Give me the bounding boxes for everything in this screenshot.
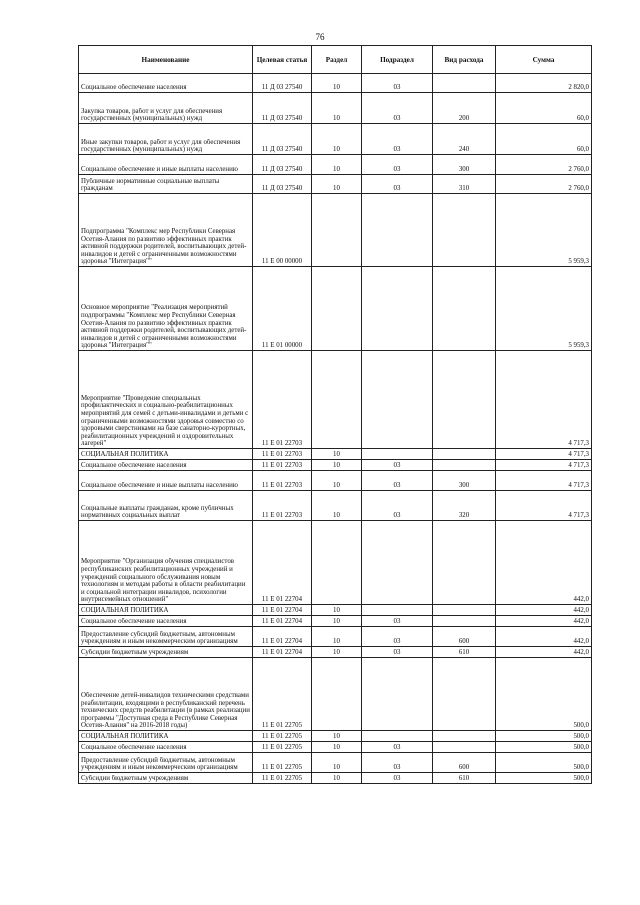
cell-amount: 4 717,3 [496, 471, 592, 491]
cell-code: 11 Д 03 27540 [253, 74, 312, 93]
cell-section [312, 194, 362, 267]
cell-subsection [362, 194, 433, 267]
cell-amount: 442,0 [496, 605, 592, 616]
cell-code: 11 Е 01 22703 [253, 460, 312, 471]
cell-code: 11 Е 01 22703 [253, 471, 312, 491]
cell-code: 11 Е 01 22705 [253, 658, 312, 731]
cell-name [79, 627, 253, 647]
cell-name [79, 93, 253, 124]
cell-section: 10 [312, 471, 362, 491]
table-row [79, 449, 592, 460]
cell-code: 11 Е 01 22703 [253, 491, 312, 521]
cell-amount: 2 760,0 [496, 175, 592, 194]
header-amount: Сумма [496, 46, 592, 74]
cell-section: 10 [312, 155, 362, 175]
cell-code: 11 Д 03 27540 [253, 93, 312, 124]
cell-code: 11 Е 01 00000 [253, 267, 312, 351]
table-row [79, 93, 592, 124]
cell-amount: 5 959,3 [496, 267, 592, 351]
cell-code: 11 Е 01 22705 [253, 753, 312, 773]
cell-name [79, 491, 253, 521]
cell-name [79, 74, 253, 93]
cell-name [79, 521, 253, 605]
cell-expense [433, 267, 496, 351]
cell-amount: 500,0 [496, 753, 592, 773]
cell-expense [433, 605, 496, 616]
budget-table [78, 45, 592, 784]
cell-code: 11 Е 01 22704 [253, 627, 312, 647]
cell-expense: 610 [433, 647, 496, 658]
cell-amount: 4 717,3 [496, 351, 592, 449]
row-name-text: Обеспечение детей-инвалидов техническими средствами реабилитации, входящими в республиканский перечень технических средств реабилитации (в рамках реализации программы "Доступная среда в Республике Северная Осетия-Алания" на 2016-2018 годы) [81, 692, 250, 730]
cell-code: 11 Е 01 22703 [253, 351, 312, 449]
table-row [79, 460, 592, 471]
cell-code: 11 Е 01 22705 [253, 773, 312, 784]
cell-subsection: 03 [362, 616, 433, 627]
row-name-text: Подпрограмма "Комплекс мер Республики Северная Осетия-Алания по развитию эффективных практик активной поддержки родителей, воспитывающих детей-инвалидов и детей с ограниченными возможностями здоровья "Интеграция"" [81, 228, 247, 266]
cell-name [79, 742, 253, 753]
cell-amount: 500,0 [496, 731, 592, 742]
cell-subsection: 03 [362, 627, 433, 647]
cell-subsection: 03 [362, 647, 433, 658]
row-name-text: Мероприятие "Организация обучения специалистов республиканских реабилитационных учреждений и учреждений социального обслуживания новым технологиям и методам работы в области реабилитации и социальной интеграции инвалидов, психологии внутрисемейных отношений" [81, 558, 246, 604]
cell-expense: 600 [433, 627, 496, 647]
table-row [79, 491, 592, 521]
cell-subsection [362, 605, 433, 616]
cell-name [79, 731, 253, 742]
cell-expense [433, 658, 496, 731]
cell-section [312, 658, 362, 731]
cell-amount: 442,0 [496, 521, 592, 605]
cell-expense [433, 521, 496, 605]
cell-section [312, 521, 362, 605]
cell-section: 10 [312, 731, 362, 742]
cell-amount: 2 820,0 [496, 74, 592, 93]
cell-section: 10 [312, 773, 362, 784]
row-name-text: СОЦИАЛЬНАЯ ПОЛИТИКА [81, 607, 169, 615]
cell-section: 10 [312, 93, 362, 124]
cell-amount: 500,0 [496, 773, 592, 784]
row-name-text: Субсидии бюджетным учреждениям [81, 649, 189, 657]
cell-code: 11 Е 01 22705 [253, 731, 312, 742]
cell-expense [433, 460, 496, 471]
cell-amount: 60,0 [496, 124, 592, 155]
cell-name [79, 753, 253, 773]
header-subsection: Подраздел [362, 46, 433, 74]
cell-name [79, 449, 253, 460]
cell-expense: 600 [433, 753, 496, 773]
cell-amount: 500,0 [496, 658, 592, 731]
row-name-text: Социальное обеспечение населения [81, 462, 187, 470]
table-row [79, 267, 592, 351]
cell-amount: 442,0 [496, 627, 592, 647]
cell-subsection: 03 [362, 155, 433, 175]
cell-subsection: 03 [362, 491, 433, 521]
cell-expense: 610 [433, 773, 496, 784]
row-name-text: Социальное обеспечение и иные выплаты населению [81, 482, 238, 490]
cell-section: 10 [312, 753, 362, 773]
cell-section: 10 [312, 460, 362, 471]
header-code: Целевая статья [253, 46, 312, 74]
table-row [79, 175, 592, 194]
row-name-text: Социальное обеспечение и иные выплаты населению [81, 166, 238, 174]
row-name-text: Субсидии бюджетным учреждениям [81, 775, 189, 783]
cell-section: 10 [312, 605, 362, 616]
table-row [79, 124, 592, 155]
cell-amount: 60,0 [496, 93, 592, 124]
cell-expense [433, 74, 496, 93]
header-expense: Вид расхода [433, 46, 496, 74]
cell-name [79, 155, 253, 175]
cell-section: 10 [312, 627, 362, 647]
cell-expense [433, 731, 496, 742]
cell-amount: 4 717,3 [496, 449, 592, 460]
table-row [79, 731, 592, 742]
cell-name [79, 460, 253, 471]
cell-code: 11 Д 03 27540 [253, 175, 312, 194]
row-name-text: Социальные выплаты гражданам, кроме публичных нормативных социальных выплат [81, 504, 234, 520]
cell-name [79, 616, 253, 627]
cell-subsection: 03 [362, 753, 433, 773]
cell-section: 10 [312, 175, 362, 194]
row-name-text: Социальное обеспечение населения [81, 618, 187, 626]
table-row [79, 627, 592, 647]
cell-name [79, 267, 253, 351]
row-name-text: СОЦИАЛЬНАЯ ПОЛИТИКА [81, 451, 169, 459]
table-row [79, 194, 592, 267]
cell-section: 10 [312, 449, 362, 460]
cell-section [312, 351, 362, 449]
cell-expense: 240 [433, 124, 496, 155]
row-name-text: Социальное обеспечение населения [81, 84, 187, 92]
table-row [79, 658, 592, 731]
cell-code: 11 Е 01 22705 [253, 742, 312, 753]
header-name: Наименование [79, 46, 253, 74]
row-name-text: Мероприятие "Проведение специальных профилактических и социально-реабилитационных мероприятий для семей с детьми-инвалидами и детьми с ограниченными возможностями здоровья совместно со здоровыми сверстниками на базе санаторно-курортных, реабилитационных учреждений и оздоровительных лагерей" [81, 394, 249, 448]
cell-subsection [362, 449, 433, 460]
cell-section: 10 [312, 616, 362, 627]
cell-expense: 300 [433, 155, 496, 175]
cell-subsection: 03 [362, 471, 433, 491]
cell-code: 11 Е 01 22704 [253, 605, 312, 616]
cell-expense: 300 [433, 471, 496, 491]
cell-code: 11 Е 01 22703 [253, 449, 312, 460]
cell-section [312, 267, 362, 351]
header-section: Раздел [312, 46, 362, 74]
cell-name [79, 471, 253, 491]
row-name-text: Иные закупки товаров, работ и услуг для обеспечения государственных (муниципальных) нужд [81, 138, 241, 154]
cell-name [79, 605, 253, 616]
table-row [79, 773, 592, 784]
cell-expense [433, 616, 496, 627]
table-row [79, 647, 592, 658]
cell-subsection [362, 731, 433, 742]
table-row [79, 521, 592, 605]
cell-amount: 2 760,0 [496, 155, 592, 175]
cell-subsection: 03 [362, 742, 433, 753]
cell-subsection: 03 [362, 460, 433, 471]
cell-name [79, 351, 253, 449]
cell-subsection [362, 351, 433, 449]
cell-amount: 4 717,3 [496, 491, 592, 521]
table-row [79, 742, 592, 753]
table-row [79, 471, 592, 491]
table-row [79, 616, 592, 627]
cell-code: 11 Д 03 27540 [253, 124, 312, 155]
cell-section: 10 [312, 647, 362, 658]
cell-expense: 310 [433, 175, 496, 194]
cell-section: 10 [312, 742, 362, 753]
cell-amount: 500,0 [496, 742, 592, 753]
cell-name [79, 175, 253, 194]
cell-subsection [362, 267, 433, 351]
cell-subsection: 03 [362, 93, 433, 124]
cell-amount: 442,0 [496, 616, 592, 627]
cell-name [79, 658, 253, 731]
row-name-text: Предоставление субсидий бюджетным, автономным учреждениям и иным некоммерческим организациям [81, 630, 238, 646]
cell-subsection [362, 658, 433, 731]
cell-name [79, 194, 253, 267]
cell-expense: 200 [433, 93, 496, 124]
cell-subsection: 03 [362, 175, 433, 194]
cell-section: 10 [312, 74, 362, 93]
table-row [79, 74, 592, 93]
cell-code: 11 Е 01 22704 [253, 521, 312, 605]
table-row [79, 351, 592, 449]
row-name-text: Закупка товаров, работ и услуг для обеспечения государственных (муниципальных) нужд [81, 107, 223, 123]
row-name-text: Публичные нормативные социальные выплаты гражданам [81, 177, 220, 193]
header-row [79, 46, 592, 74]
cell-amount: 4 717,3 [496, 460, 592, 471]
table-row [79, 155, 592, 175]
cell-section: 10 [312, 124, 362, 155]
row-name-text: Основное мероприятие "Реализация мероприятий подпрограммы "Комплекс мер Республики Северная Осетия-Алания по развитию эффективных практик активной поддержки родителей, воспитывающих детей-инвалидов и детей с ограниченными возможностями здоровья "Интеграция"" [81, 304, 247, 350]
cell-subsection: 03 [362, 74, 433, 93]
cell-amount: 442,0 [496, 647, 592, 658]
table-row [79, 753, 592, 773]
cell-name [79, 124, 253, 155]
cell-code: 11 Е 01 22704 [253, 616, 312, 627]
cell-expense [433, 742, 496, 753]
cell-subsection: 03 [362, 124, 433, 155]
cell-code: 11 Д 03 27540 [253, 155, 312, 175]
cell-name [79, 773, 253, 784]
row-name-text: Социальное обеспечение населения [81, 744, 187, 752]
cell-name [79, 647, 253, 658]
cell-code: 11 Е 00 00000 [253, 194, 312, 267]
cell-expense: 320 [433, 491, 496, 521]
cell-code: 11 Е 01 22704 [253, 647, 312, 658]
cell-expense [433, 194, 496, 267]
table-body [79, 74, 592, 784]
row-name-text: СОЦИАЛЬНАЯ ПОЛИТИКА [81, 733, 169, 741]
cell-subsection: 03 [362, 773, 433, 784]
cell-section: 10 [312, 491, 362, 521]
cell-expense [433, 351, 496, 449]
cell-subsection [362, 521, 433, 605]
row-name-text: Предоставление субсидий бюджетным, автономным учреждениям и иным некоммерческим организациям [81, 756, 238, 772]
cell-amount: 5 959,3 [496, 194, 592, 267]
cell-expense [433, 449, 496, 460]
table-row [79, 605, 592, 616]
page-number: 76 [315, 32, 325, 42]
